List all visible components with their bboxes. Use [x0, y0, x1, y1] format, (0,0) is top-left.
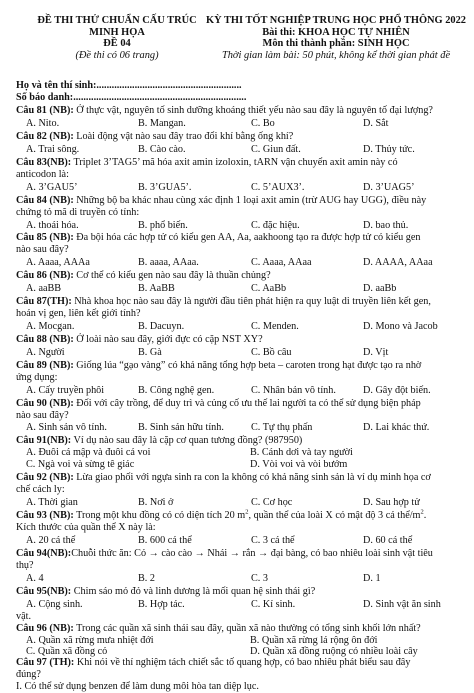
question-label: Câu 97 (TH):	[16, 657, 75, 668]
option-b[interactable]: B. aaaa, AAaa.	[138, 257, 199, 268]
option-b[interactable]: B. Mangan.	[138, 118, 186, 129]
question-text: Lừa giao phối với ngựa sinh ra con la không có khả năng sinh sản là ví dụ minh họa cơ	[73, 472, 431, 483]
option-b[interactable]: B. AaBB	[138, 283, 175, 294]
option-b[interactable]: B. Công nghệ gen.	[138, 385, 215, 396]
question-text: Cơ thể có kiểu gen nào sau đây là thuần chủng?	[73, 270, 271, 281]
option-b[interactable]: B. Cào cào.	[138, 144, 186, 155]
option-c[interactable]: C. AaBb	[251, 283, 287, 294]
option-a[interactable]: A. Mocgan.	[26, 321, 75, 332]
option-c[interactable]: C. đặc hiệu.	[251, 220, 300, 231]
question-text: Ở thực vật, nguyên tố sinh dưỡng khoáng thiết yếu nào sau đây là nguyên tố đại lượng?	[73, 105, 433, 116]
exam-series-subtitle: MINH HỌA	[89, 26, 145, 38]
question-text: Khi nói về thí nghiệm tách chiết sắc tố quang hợp, có bao nhiêu phát biểu sau đây	[74, 657, 411, 668]
question-83-cont: anticodon là:	[16, 169, 69, 180]
question-82	[16, 131, 293, 143]
option-d[interactable]: D. 60 cá thể	[363, 535, 413, 546]
question-label: Câu 92 (NB):	[16, 472, 74, 483]
option-a[interactable]: A. Quần xã rừng mưa nhiệt đới	[26, 635, 154, 646]
option-a[interactable]: A. Người	[26, 347, 65, 358]
question-97-cont: đúng?	[16, 669, 41, 680]
question-text: Những bộ ba khác nhau cùng xác định 1 loại axit amin (trừ AUG hay UGG), điều này	[73, 195, 427, 206]
question-84	[16, 195, 426, 207]
option-c[interactable]: C. Bo	[251, 118, 275, 129]
option-c[interactable]: C. Cơ học	[251, 497, 293, 508]
option-b[interactable]: B. Gà	[138, 347, 162, 358]
question-84-cont: chứng tỏ mã di truyền có tính:	[16, 207, 140, 218]
question-87-cont: hoán vị gen, liên kết giới tính?	[16, 308, 141, 319]
question-text: Trong các quần xã sinh thái sau đây, quần xã nào thường có tổng sinh khối lớn nhất?	[73, 623, 421, 634]
question-89	[16, 360, 421, 372]
question-91	[16, 435, 302, 447]
question-text: Nhà khoa học nào sau đây là người đầu tiên phát hiện ra quy luật di truyền liên kết gen,	[71, 296, 431, 307]
option-c[interactable]: C. Menden.	[251, 321, 299, 332]
option-d[interactable]: D. 3’UAG5’	[363, 182, 415, 193]
exam-component: Môn thi thành phần: SINH HỌC	[262, 38, 410, 49]
option-c[interactable]: C. Nhân bản vô tính.	[251, 385, 336, 396]
option-a[interactable]: A. Cộng sinh.	[26, 599, 83, 610]
option-a[interactable]: A. Trai sông.	[26, 144, 80, 155]
option-c[interactable]: C. Giun đất.	[251, 144, 301, 155]
option-c[interactable]: C. Quần xã đồng cỏ	[26, 646, 108, 657]
option-d[interactable]: D. aaBb	[363, 283, 397, 294]
question-94-cont: thụ?	[16, 560, 34, 571]
question-label: Câu 84 (NB):	[16, 195, 74, 206]
question-97-statement-1: I. Có thể sử dụng benzen để làm dung môi hòa tan diệp lục.	[16, 681, 259, 692]
option-c[interactable]: C. Tự thụ phấn	[251, 422, 313, 433]
option-a[interactable]: A. Cấy truyền phôi	[26, 385, 105, 396]
question-86	[16, 270, 271, 282]
question-label: Câu 94(NB):	[16, 548, 72, 559]
question-93	[16, 510, 426, 522]
exam-series-title: ĐỀ THI THỬ CHUẨN CẤU TRÚC	[37, 15, 197, 26]
option-d[interactable]: D. Sau hợp tử	[363, 497, 420, 508]
option-a[interactable]: A. 3’GAU5’	[26, 182, 78, 193]
question-text: Ở loài nào sau đây, giới đực có cặp NST XY?	[73, 334, 263, 345]
option-b[interactable]: B. Nơi ở	[138, 497, 174, 508]
question-label: Câu 90 (NB):	[16, 398, 74, 409]
option-d[interactable]: D. Thủy tức.	[363, 144, 415, 155]
superscript: 2	[245, 508, 249, 516]
option-c[interactable]: C. Bồ câu	[251, 347, 292, 358]
exam-code: ĐỀ 04	[103, 38, 131, 49]
question-label: Câu 91(NB):	[16, 435, 72, 446]
option-c[interactable]: C. Aaaa, AAaa	[251, 257, 312, 268]
question-label: Câu 88 (NB):	[16, 334, 74, 345]
option-d[interactable]: D. Vòi voi và vòi bướm	[250, 459, 348, 470]
candidate-name: Họ và tên thí sinh:.........................................................	[16, 80, 242, 91]
question-92-cont: chế cách ly:	[16, 484, 65, 495]
question-text: Chuỗi thức ăn: Cỏ → cào cào → Nhái → rắn → đại bàng, có bao nhiêu loài sinh vật tiêu	[71, 548, 433, 559]
question-label: Câu 87(TH):	[16, 296, 72, 307]
option-a[interactable]: A. Đuôi cá mập và đuôi cá voi	[26, 447, 151, 458]
question-95	[16, 586, 315, 598]
question-text: Giống lúa “gạo vàng” có khả năng tổng hợp beta – caroten trong hạt được tạo ra nhờ	[73, 360, 422, 371]
option-d-cont: vật.	[16, 611, 31, 622]
question-label: Câu 95(NB):	[16, 586, 72, 597]
option-c[interactable]: C. Kí sinh.	[251, 599, 296, 610]
question-text: Chim sáo mỏ đỏ và linh dương là mối quan hệ sinh thái gì?	[71, 586, 316, 597]
option-c[interactable]: C. 3	[251, 573, 268, 584]
question-97	[16, 657, 410, 669]
question-label: Câu 81 (NB):	[16, 105, 74, 116]
question-90-cont: nào sau đây?	[16, 410, 69, 421]
question-85	[16, 232, 420, 244]
exam-duration: Thời gian làm bài: 50 phút, không kể thời gian phát đề	[221, 49, 451, 61]
option-a[interactable]: A. 20 cá thể	[26, 535, 76, 546]
question-94	[16, 548, 433, 560]
option-b[interactable]: B. Quần xã rừng lá rộng ôn đới	[250, 635, 378, 646]
option-d[interactable]: D. AAAA, AAaa	[363, 257, 433, 268]
question-label: Câu 82 (NB):	[16, 131, 74, 142]
question-text: Đa bội hóa các hợp tử có kiểu gen AA, Aa, aakhoong tạo ra được hợp tử có kiểu gen	[73, 232, 421, 243]
question-88	[16, 334, 263, 346]
option-d[interactable]: D. Quần xã đồng ruộng có nhiều loài cây	[250, 646, 418, 657]
question-text: Loài động vật nào sau đây trao đổi khí bằng ống khí?	[73, 131, 294, 142]
exam-header-right	[205, 15, 467, 61]
question-text: Triplet 3’TAG5’ mã hóa axit amin izoloxin, tARN vận chuyển axit amin này có	[71, 157, 398, 168]
question-text: , quần thể của loài X có mật độ 3 cá thể/m	[248, 510, 421, 521]
option-d[interactable]: D. Gây đột biến.	[363, 385, 431, 396]
option-b[interactable]: B. Cánh dơi và tay người	[250, 447, 353, 458]
option-d[interactable]: D. 1	[363, 573, 381, 584]
question-label: Câu 86 (NB):	[16, 270, 74, 281]
question-87	[16, 296, 431, 308]
option-b[interactable]: B. phổ biến.	[138, 220, 188, 231]
option-d[interactable]: D. Mono và Jacob	[363, 321, 438, 332]
option-a[interactable]: A. Nito.	[26, 118, 60, 129]
option-b[interactable]: B. 600 cá thể	[138, 535, 192, 546]
question-96	[16, 623, 421, 635]
question-83	[16, 157, 398, 169]
exam-subject: Bài thi: KHOA HỌC TỰ NHIÊN	[262, 26, 410, 38]
option-a[interactable]: A. Thời gian	[26, 497, 78, 508]
question-text: Đối với cây trồng, để duy trì và củng cố ưu thế lai người ta có thể sử dụng biện pháp	[73, 398, 421, 409]
question-92	[16, 472, 431, 484]
question-text: .	[423, 510, 427, 521]
option-d[interactable]: D. Vịt	[363, 347, 389, 358]
option-a[interactable]: A. 4	[26, 573, 44, 584]
superscript: 2	[420, 508, 424, 516]
option-d[interactable]: D. Sinh vật ăn sinh	[363, 599, 441, 610]
question-label: Câu 85 (NB):	[16, 232, 74, 243]
question-label: Câu 89 (NB):	[16, 360, 74, 371]
question-text: Ví dụ nào sau đây là cặp cơ quan tương đồng? (987950)	[71, 435, 303, 446]
question-90	[16, 398, 421, 410]
option-a[interactable]: A. Aaaa, AAAa	[26, 257, 90, 268]
option-b[interactable]: B. Dacuyn.	[138, 321, 185, 332]
question-81	[16, 105, 433, 117]
option-c[interactable]: C. Ngà voi và sừng tê giác	[26, 459, 135, 470]
page-count-note: (Đề thi có 06 trang)	[75, 49, 159, 61]
candidate-id: Số báo danh:....................................................................	[16, 92, 247, 103]
question-label: Câu 93 (NB):	[16, 510, 74, 521]
exam-header-left	[18, 15, 216, 61]
question-89-cont: ứng dụng:	[16, 372, 58, 383]
option-a[interactable]: A. Sinh sản vô tính.	[26, 422, 107, 433]
option-c[interactable]: C. 5’AUX3’.	[251, 182, 305, 193]
question-text: Trong một khu đồng có có diện tích 20 m	[73, 510, 246, 521]
question-label: Câu 83(NB):	[16, 157, 72, 168]
option-d[interactable]: D. Lai khác thứ.	[363, 422, 430, 433]
option-b[interactable]: B. 2	[138, 573, 155, 584]
option-c[interactable]: C. 3 cá thể	[251, 535, 295, 546]
exam-title: KỲ THI TỐT NGHIỆP TRUNG HỌC PHỔ THÔNG 2022	[205, 15, 466, 26]
option-d[interactable]: D. bao thủ.	[363, 220, 409, 231]
question-85-cont: nào sau đây?	[16, 244, 69, 255]
option-b[interactable]: B. Hợp tác.	[138, 599, 185, 610]
question-93-cont: Kích thước của quần thể X này là:	[16, 522, 156, 533]
option-d[interactable]: D. Sắt	[363, 118, 389, 129]
option-a[interactable]: A. thoái hóa.	[26, 220, 79, 231]
option-a[interactable]: A. aaBB	[26, 283, 62, 294]
question-label: Câu 96 (NB):	[16, 623, 74, 634]
option-b[interactable]: B. 3’GUA5’.	[138, 182, 192, 193]
option-b[interactable]: B. Sinh sản hữu tính.	[138, 422, 224, 433]
